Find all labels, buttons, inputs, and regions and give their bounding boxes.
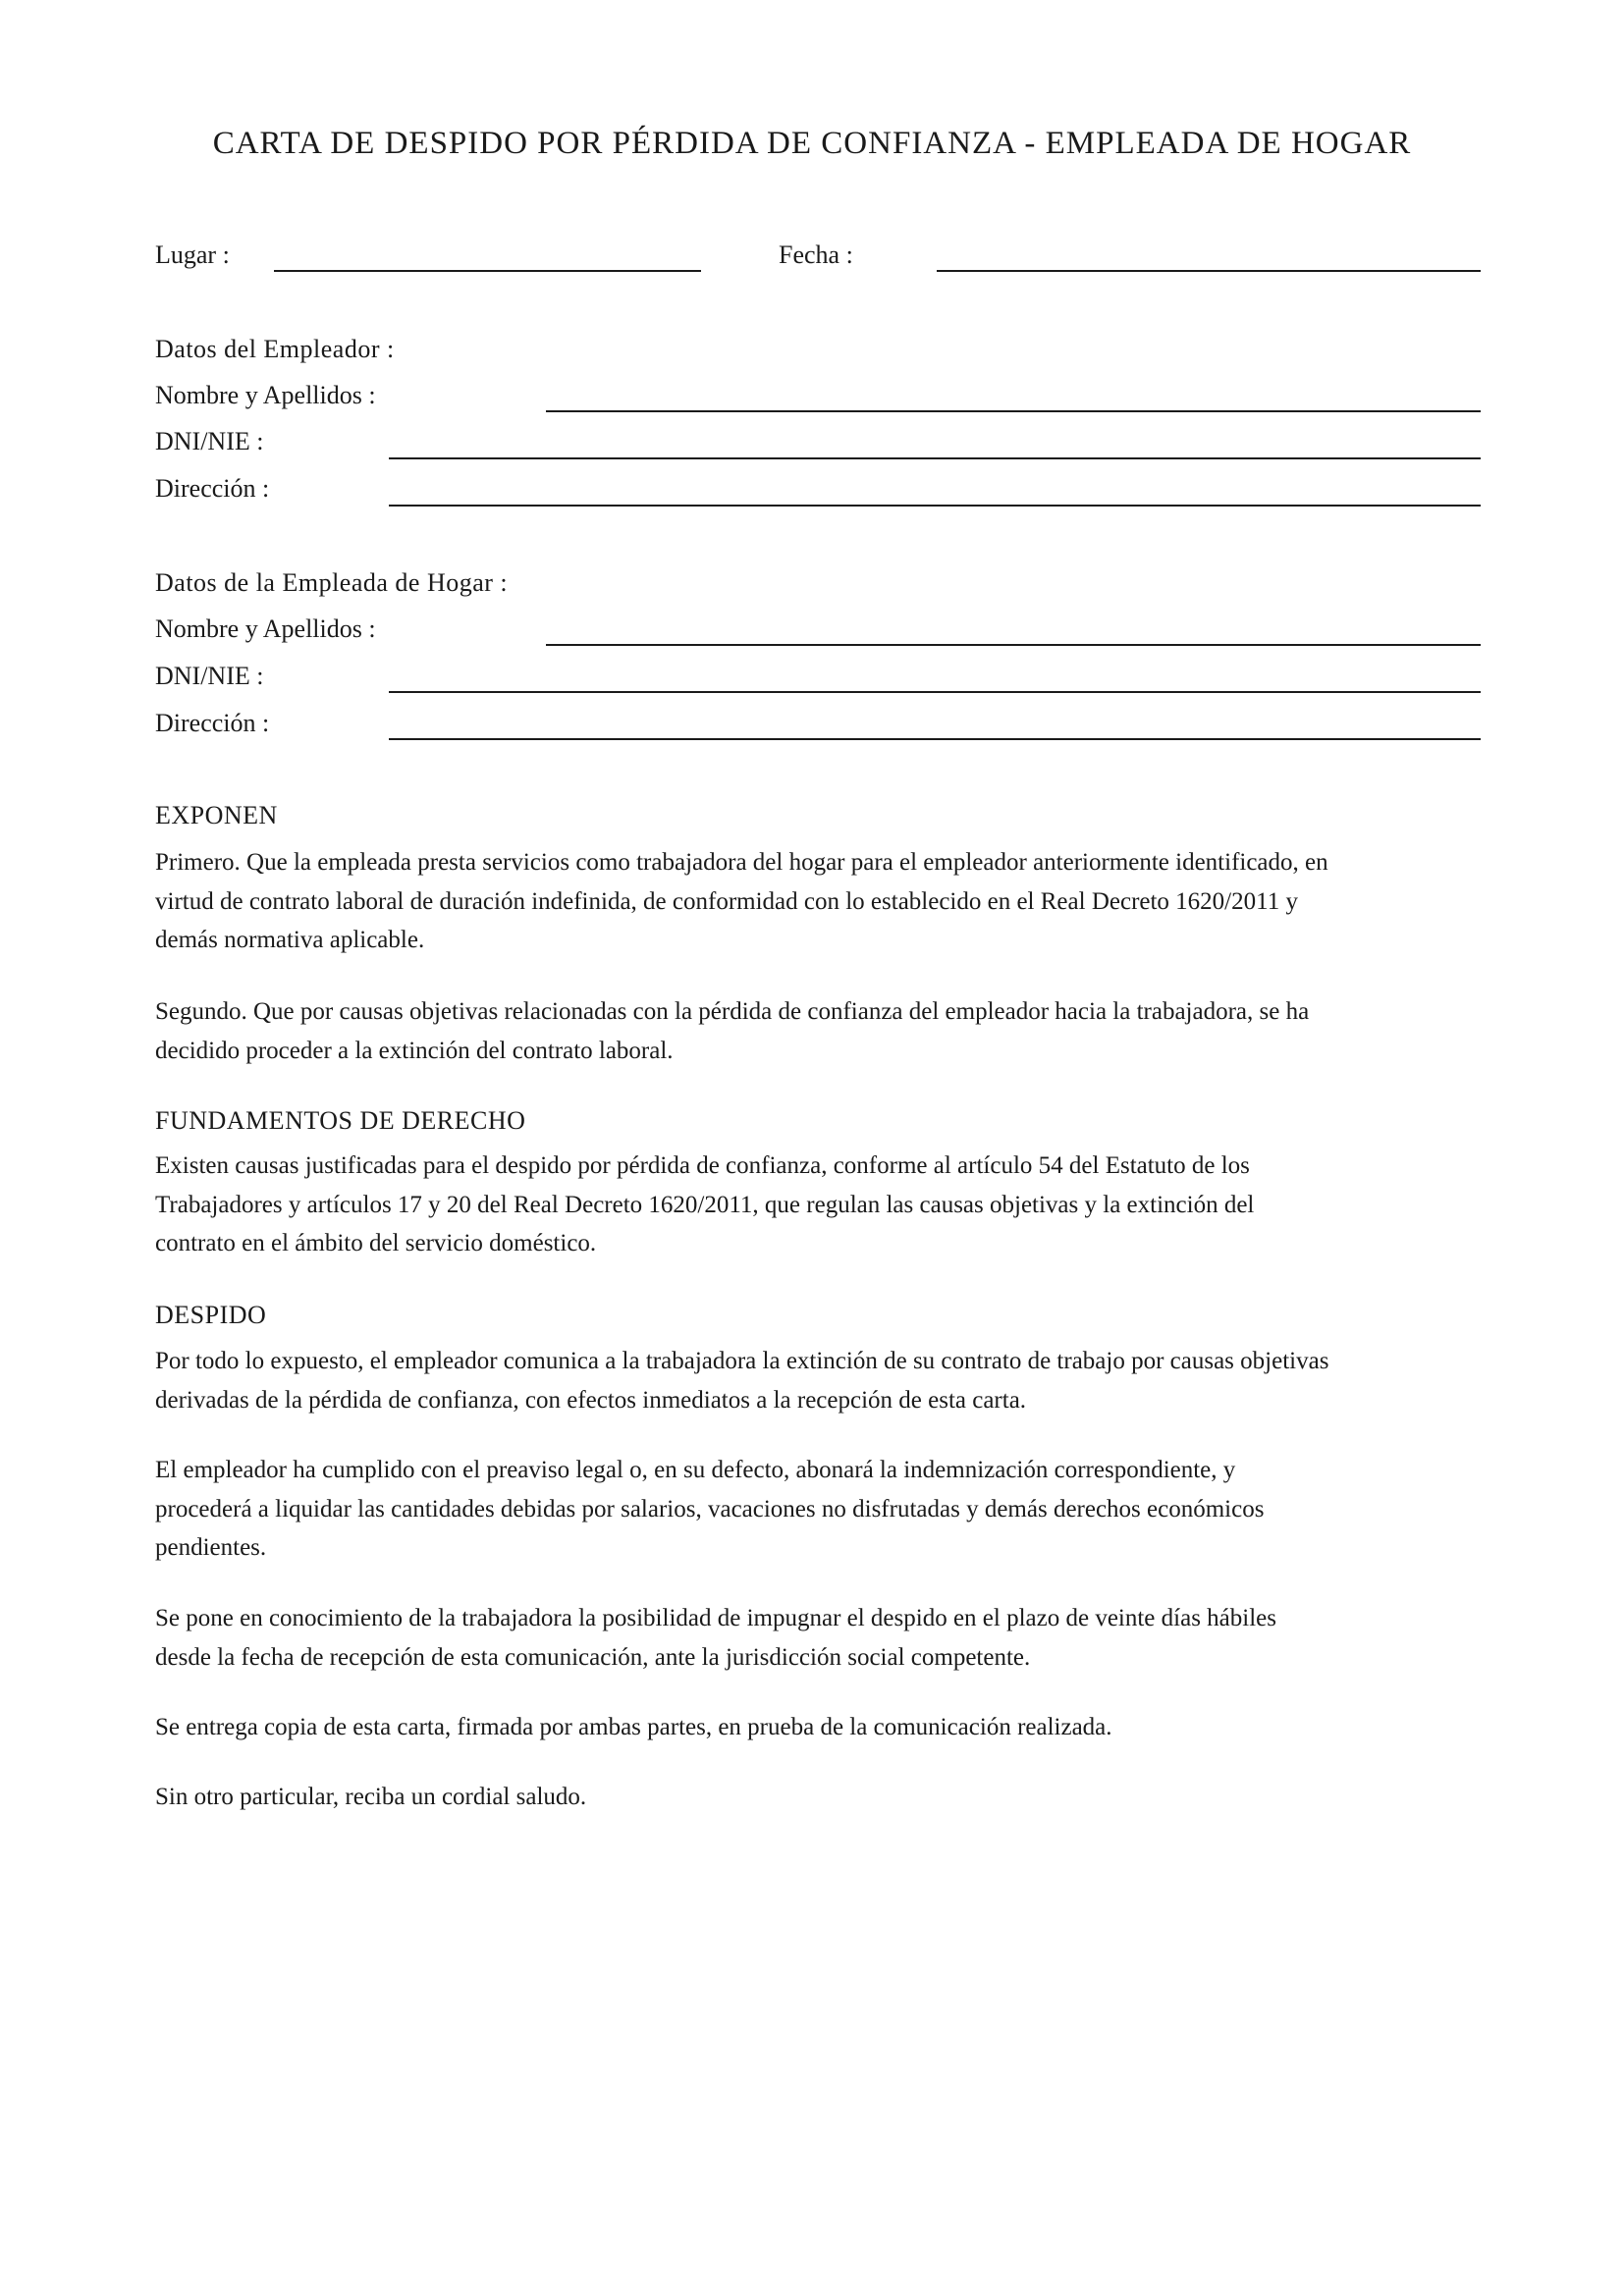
employee-address-line[interactable]	[389, 738, 1481, 740]
text-line: decidido proceder a la extinción del contrato laboral.	[155, 1037, 674, 1064]
employee-address-label: Dirección :	[155, 709, 270, 737]
section-heading-exponen: EXPONEN	[155, 801, 278, 829]
text-line: procederá a liquidar las cantidades debidas por salarios, vacaciones no disfrutadas y demás derechos económicos	[155, 1495, 1265, 1522]
text-line: Se entrega copia de esta carta, firmada por ambas partes, en prueba de la comunicación realizada.	[155, 1714, 1112, 1740]
employer-dni-line[interactable]	[389, 457, 1481, 459]
text-line: pendientes.	[155, 1534, 267, 1561]
employer-name-line[interactable]	[546, 410, 1481, 412]
employee-dni-label: DNI/NIE :	[155, 662, 264, 690]
document-title: CARTA DE DESPIDO POR PÉRDIDA DE CONFIANZA - EMPLEADA DE HOGAR	[212, 126, 1412, 161]
closing-paragraph	[155, 1778, 1476, 1817]
employer-dni-label: DNI/NIE :	[155, 427, 264, 455]
lugar-label: Lugar :	[155, 240, 230, 269]
text-line: virtud de contrato laboral de duración indefinida, de conformidad con lo establecido en el Real Decreto 1620/2011 y	[155, 887, 1298, 915]
employer-address-label: Dirección :	[155, 474, 270, 503]
employee-name-label: Nombre y Apellidos :	[155, 614, 376, 643]
employee-dni-line[interactable]	[389, 691, 1481, 693]
text-line: derivadas de la pérdida de confianza, con efectos inmediatos a la recepción de esta carta.	[155, 1386, 1027, 1414]
text-line: desde la fecha de recepción de esta comunicación, ante la jurisdicción social competente.	[155, 1643, 1031, 1671]
fecha-field-line[interactable]	[937, 270, 1481, 272]
text-line: Existen causas justificadas para el despido por pérdida de confianza, conforme al artículo 54 del Estatuto de los	[155, 1152, 1250, 1179]
exponen-paragraph-2	[155, 992, 1476, 1070]
text-line: Trabajadores y artículos 17 y 20 del Real Decreto 1620/2011, que regulan las causas objetivas y la extinción del	[155, 1191, 1255, 1218]
employer-heading: Datos del Empleador :	[155, 335, 395, 363]
employee-name-line[interactable]	[546, 644, 1481, 646]
despido-paragraph-3	[155, 1599, 1476, 1677]
text-line: Primero. Que la empleada presta servicios como trabajadora del hogar para el empleador anteriormente identificado, en	[155, 849, 1328, 876]
employer-address-line[interactable]	[389, 505, 1481, 507]
text-line: El empleador ha cumplido con el preaviso legal o, en su defecto, abonará la indemnización correspondiente, y	[155, 1457, 1236, 1483]
text-line: contrato en el ámbito del servicio doméstico.	[155, 1230, 597, 1256]
text-line: Se pone en conocimiento de la trabajadora la posibilidad de impugnar el despido en el plazo de veinte días hábiles	[155, 1605, 1276, 1631]
despido-paragraph-4	[155, 1708, 1476, 1747]
employee-heading: Datos de la Empleada de Hogar :	[155, 568, 509, 597]
text-line: Sin otro particular, reciba un cordial saludo.	[155, 1784, 587, 1810]
exponen-paragraph-1	[155, 843, 1476, 960]
despido-paragraph-2	[155, 1451, 1476, 1568]
employer-name-label: Nombre y Apellidos :	[155, 381, 376, 409]
text-line: Por todo lo expuesto, el empleador comunica a la trabajadora la extinción de su contrato de trabajo por causas objetivas	[155, 1348, 1329, 1374]
despido-paragraph-1	[155, 1342, 1476, 1419]
lugar-field-line[interactable]	[274, 270, 701, 272]
fecha-label: Fecha :	[779, 240, 853, 269]
section-heading-despido: DESPIDO	[155, 1301, 267, 1329]
section-heading-fundamentos: FUNDAMENTOS DE DERECHO	[155, 1106, 526, 1135]
fundamentos-paragraph-1	[155, 1147, 1476, 1263]
text-line: demás normativa aplicable.	[155, 927, 425, 953]
text-line: Segundo. Que por causas objetivas relacionadas con la pérdida de confianza del empleador hacia la trabajadora, se ha	[155, 998, 1310, 1025]
